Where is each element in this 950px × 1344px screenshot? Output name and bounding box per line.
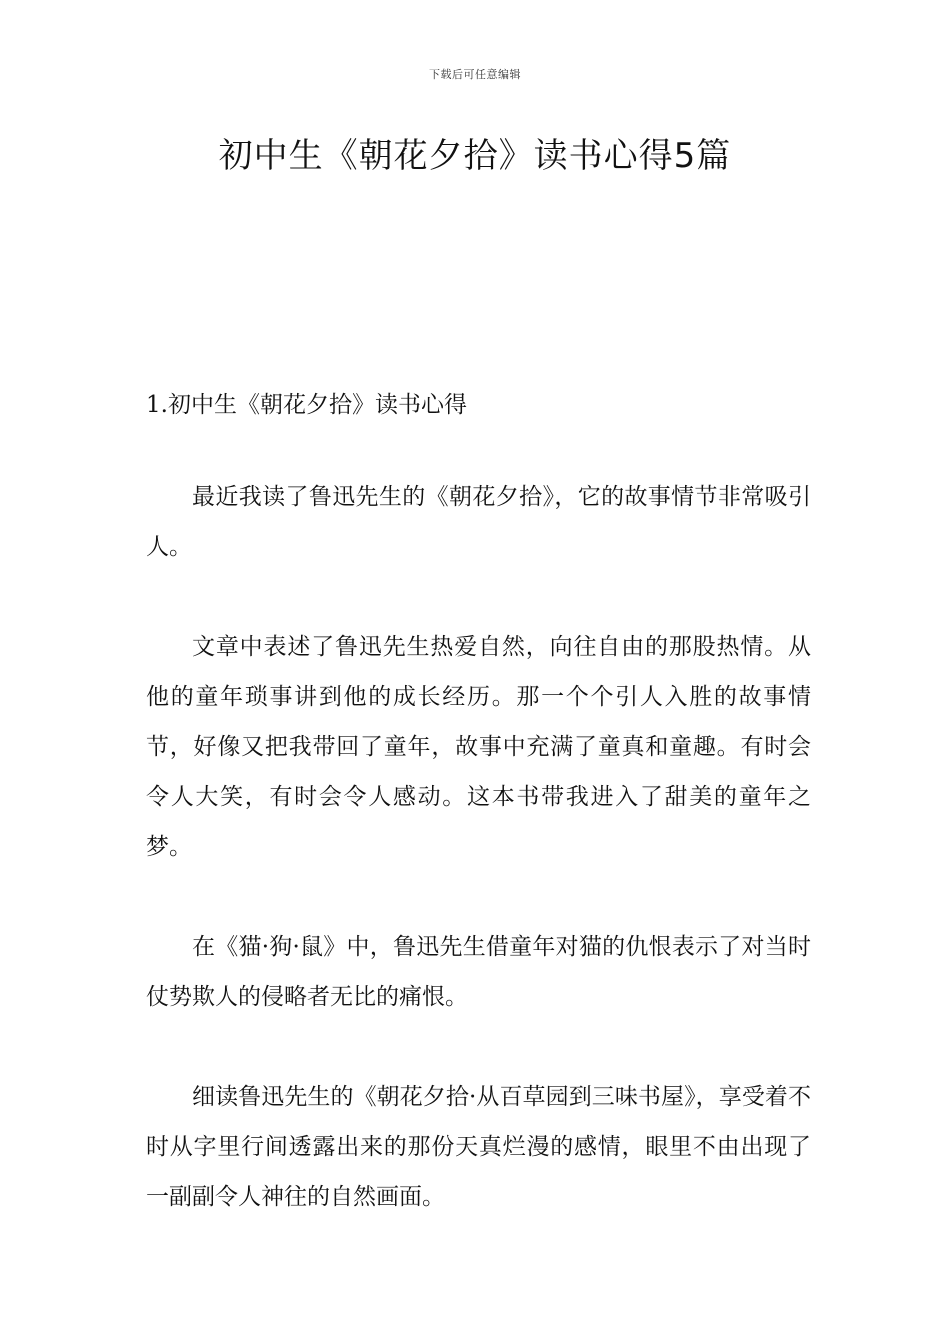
paragraph-2: 文章中表述了鲁迅先生热爱自然，向往自由的那股热情。从他的童年琐事讲到他的成长经历。那一个个引人入胜的故事情节，好像又把我带回了童年，故事中充满了童真和童趣。有时会令人大笑，有时会令人感动。这本书带我进入了甜美的童年之梦。 bbox=[146, 634, 811, 860]
document-title: 初中生《朝花夕拾》读书心得5篇 bbox=[218, 136, 732, 176]
section-heading: 1.初中生《朝花夕拾》读书心得 bbox=[146, 392, 467, 418]
header-note: 下载后可任意编辑 bbox=[429, 68, 521, 81]
document-body bbox=[146, 380, 811, 1272]
paragraph-4: 细读鲁迅先生的《朝花夕拾·从百草园到三味书屋》，享受着不时从字里行间透露出来的那份天真烂漫的感情，眼里不由出现了一副副令人神往的自然画面。 bbox=[146, 1084, 811, 1210]
paragraph-3: 在《猫·狗·鼠》中，鲁迅先生借童年对猫的仇恨表示了对当时仗势欺人的侵略者无比的痛恨。 bbox=[146, 934, 811, 1010]
paragraph-1: 最近我读了鲁迅先生的《朝花夕拾》，它的故事情节非常吸引人。 bbox=[146, 484, 811, 560]
